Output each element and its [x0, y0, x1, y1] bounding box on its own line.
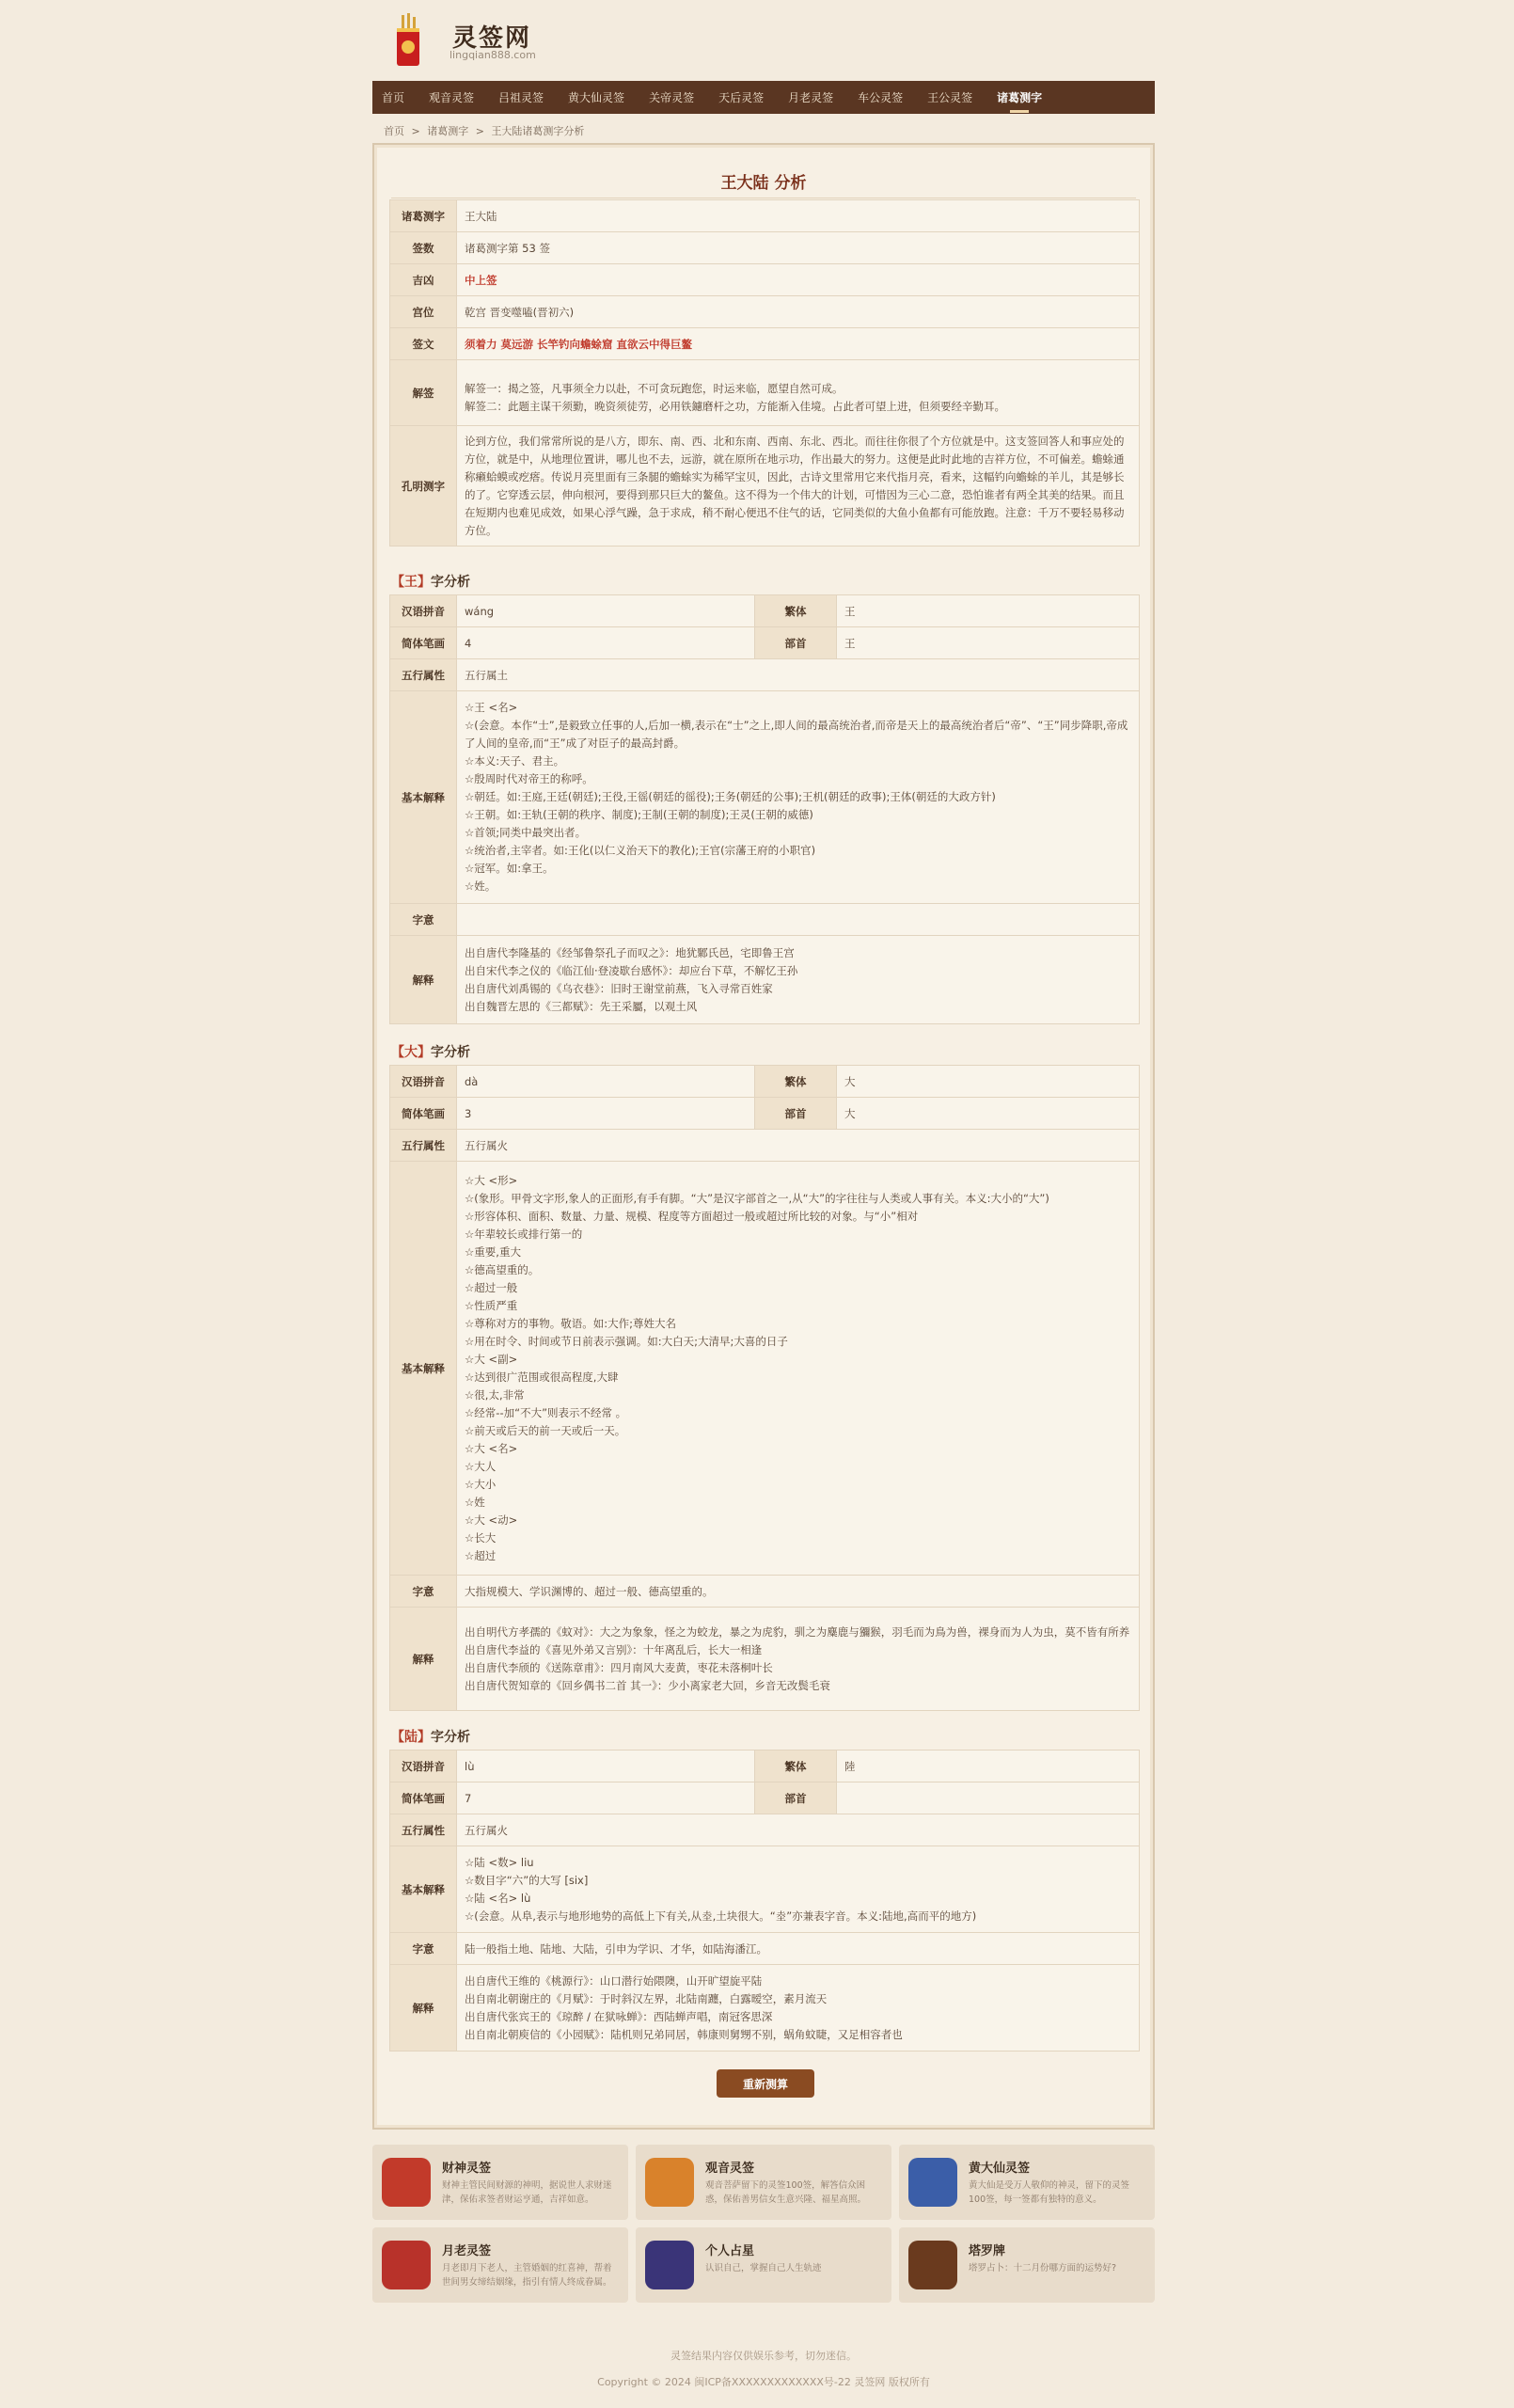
jiben-line: ☆性质严重 [465, 1298, 518, 1312]
row-label: 字意 [390, 904, 457, 936]
table-row [390, 1965, 1140, 2052]
breadcrumb-sep: > [411, 125, 420, 137]
bushou-value: 王 [837, 627, 1140, 659]
table-row [390, 264, 1140, 296]
section-heading [391, 1042, 470, 1061]
yuelao-icon [382, 2241, 431, 2289]
row-label: 部首 [755, 627, 837, 659]
ziyi-value: 大指规模大、学识渊博的、超过一般、德高望重的。 [457, 1576, 1140, 1608]
jiben-line: ☆(会意。本作“士”,是毅致立任事的人,后加一横,表示在“士”之上,即人间的最高统治者,而帝是天上的最高统治者后“帝”、“王”同步降职,帝成了人间的皇帝,而“王”成了对臣子的最高封爵。 [465, 719, 1128, 750]
jiben-line: ☆姓 [465, 1495, 485, 1509]
row-label: 解释 [390, 936, 457, 1024]
table-row [390, 1130, 1140, 1162]
jieshi-line: 出自魏晋左思的《三都赋》：先王采屬，以观土风 [465, 999, 698, 1013]
table-row [390, 1066, 1140, 1098]
table-row [390, 659, 1140, 691]
jiben-line: ☆德高望重的。 [465, 1262, 540, 1276]
card-title: 月老灵签 [442, 2244, 492, 2258]
section-char: 【王】 [391, 575, 431, 590]
analysis-panel [372, 143, 1155, 2130]
bushou-value: 大 [837, 1098, 1140, 1130]
jiben-line: ☆姓。 [465, 879, 497, 893]
jiben-line: ☆陆 <名> lù [465, 1891, 531, 1905]
table-row [390, 1814, 1140, 1846]
jiben-line: ☆大 <副> [465, 1352, 518, 1366]
breadcrumb-sep: > [475, 125, 484, 137]
row-label: 诸葛测字 [390, 200, 457, 232]
site-title[interactable]: 灵签网 [452, 24, 532, 53]
site-domain: lingqian888.com [449, 49, 536, 61]
jiben-line: ☆大 <动> [465, 1513, 518, 1527]
row-label: 签数 [390, 232, 457, 264]
nav-item-huangdaxian[interactable]: 黄大仙灵签 [568, 91, 625, 104]
row-value: 王大陆 [457, 200, 1140, 232]
row-label: 简体笔画 [390, 1098, 457, 1130]
table-row [390, 328, 1140, 360]
row-label: 部首 [755, 1782, 837, 1814]
row-value: 诸葛测字第 53 签 [457, 232, 1140, 264]
row-label: 繁体 [755, 1751, 837, 1782]
card-caishen[interactable] [372, 2145, 628, 2220]
card-desc: 塔罗占卜：十二月份哪方面的运势好? [969, 2263, 1117, 2273]
jiben-line: ☆用在时令、时间或节日前表示强调。如:大白天;大清早;大喜的日子 [465, 1334, 788, 1348]
astrology-icon [645, 2241, 694, 2289]
caishen-icon [382, 2158, 431, 2207]
pinyin-value: wáng [457, 595, 755, 627]
pinyin-value: lù [457, 1751, 755, 1782]
main-nav [372, 81, 1155, 114]
recommend-cards [372, 2145, 1155, 2303]
row-label: 汉语拼音 [390, 1066, 457, 1098]
row-label: 吉凶 [390, 264, 457, 296]
summary-table [389, 199, 1140, 547]
row-label: 字意 [390, 1576, 457, 1608]
card-title: 财神灵签 [442, 2162, 492, 2176]
huangdaxian-icon [908, 2158, 957, 2207]
jieshi-line: 出自明代方孝孺的《蚊对》：大之为象象，怪之为蛟龙，暴之为虎豹，驯之为麋鹿与獼猴，羽毛而为鳥为兽，裸身而为人为虫，莫不皆有所养 [465, 1624, 1130, 1639]
jiben-line: ☆朝廷。如:王庭,王廷(朝廷);王役,王徭(朝廷的徭役);王务(朝廷的公事);王机(朝廷的政事);王体(朝廷的大政方针) [465, 790, 996, 803]
jieshi-value [457, 1608, 1140, 1711]
row-label: 部首 [755, 1098, 837, 1130]
jiben-line: ☆尊称对方的事物。敬语。如:大作;尊姓大名 [465, 1316, 677, 1330]
row-label: 签文 [390, 328, 457, 360]
fanti-value: 王 [837, 595, 1140, 627]
breadcrumb-home[interactable]: 首页 [384, 125, 404, 137]
row-label: 宫位 [390, 296, 457, 328]
jiben-line: ☆本义:天子、君主。 [465, 754, 565, 768]
row-label: 五行属性 [390, 1130, 457, 1162]
section-char: 【陆】 [391, 1730, 431, 1745]
jiben-line: ☆(象形。甲骨文字形,象人的正面形,有手有脚。“大”是汉字部首之一,从“大”的字往往与人类或人事有关。本义:大小的“大”) [465, 1191, 1049, 1205]
row-label: 解释 [390, 1965, 457, 2052]
jiben-line: ☆冠军。如:拿王。 [465, 862, 554, 875]
page-wrapper [372, 0, 1155, 2388]
table-row [390, 1576, 1140, 1608]
jiben-value [457, 1846, 1140, 1933]
breadcrumb-zhuge[interactable]: 诸葛测字 [427, 125, 469, 137]
guanyin-icon [645, 2158, 694, 2207]
jiben-line: ☆超过 [465, 1548, 497, 1562]
section-suffix: 字分析 [431, 1045, 470, 1060]
bushou-value [837, 1782, 1140, 1814]
jiben-line: ☆经常--加“不大”则表示不经常 。 [465, 1405, 627, 1419]
jiben-line: ☆大 <形> [465, 1173, 518, 1187]
jiben-line: ☆大 <名> [465, 1441, 518, 1455]
jiben-line: ☆很,太,非常 [465, 1387, 525, 1402]
jiben-line: ☆王朝。如:王轨(王朝的秩序、制度);王制(王朝的制度);王灵(王朝的威德) [465, 808, 813, 821]
nav-item-yuelao[interactable]: 月老灵签 [788, 91, 834, 104]
jiben-line: ☆数目字“六”的大写 [six] [465, 1873, 589, 1887]
row-label: 繁体 [755, 1066, 837, 1098]
table-row [390, 595, 1140, 627]
card-desc: 月老即月下老人，主管婚姻的红喜神，帮着世间男女缔结姻缘，指引有情人终成眷属。 [442, 2263, 612, 2288]
table-row [390, 360, 1140, 426]
card-title: 塔罗牌 [969, 2244, 1006, 2258]
jiben-line: ☆大小 [465, 1477, 497, 1491]
jiben-line: ☆王 <名> [465, 701, 518, 714]
row-value: 乾宫 晋变噬嗑(晋初六) [457, 296, 1140, 328]
card-desc: 黄大仙是受万人敬仰的神灵，留下的灵签100签，每一签都有独特的意义。 [969, 2180, 1130, 2205]
table-row [390, 426, 1140, 547]
nav-item-tianhou[interactable]: 天后灵签 [718, 91, 765, 104]
card-desc: 观音菩萨留下的灵签100签，解答信众困惑，保佑善男信女生意兴隆、福星高照。 [705, 2180, 867, 2205]
row-label: 简体笔画 [390, 1782, 457, 1814]
jiben-line: ☆统治者,主宰者。如:王化(以仁义治天下的教化);王官(宗藩王府的小职官) [465, 844, 816, 857]
card-guanyin[interactable] [636, 2145, 891, 2220]
nav-item-zhuge[interactable]: 诸葛测字 [997, 91, 1043, 104]
tarot-icon [908, 2241, 957, 2289]
ziyi-value [457, 904, 1140, 936]
char-table [389, 1750, 1140, 2052]
fortune-value: 中上签 [457, 264, 1140, 296]
card-yuelao[interactable] [372, 2227, 628, 2303]
row-label: 基本解释 [390, 1846, 457, 1933]
site-header [372, 0, 1155, 81]
jieshi-line: 出自南北朝谢庄的《月赋》：于时斜汉左界，北陆南躔，白露暧空，素月流天 [465, 1991, 828, 2005]
row-label: 孔明测字 [390, 426, 457, 547]
table-row [390, 1751, 1140, 1782]
card-title: 观音灵签 [705, 2162, 755, 2176]
jieqian-line: 解签二：此题主谋干须勤，晚资须徒劳，必用铁鑢磨杆之功，方能渐入佳境。占此者可望上进，但须要经辛勤耳。 [465, 399, 1005, 413]
row-label: 解签 [390, 360, 457, 426]
table-row [390, 1608, 1140, 1711]
nav-item-home[interactable]: 首页 [382, 91, 405, 104]
jieshi-value [457, 936, 1140, 1024]
jiben-line: ☆年辈较长或排行第一的 [465, 1227, 583, 1241]
card-desc: 认识自己，掌握自己人生轨迹 [705, 2263, 822, 2273]
jiben-line: ☆(会意。从阜,表示与地形地势的高低上下有关,从坴,土块很大。“坴”亦兼表字音。本义:陆地,高而平的地方) [465, 1909, 977, 1923]
table-row [390, 936, 1140, 1024]
section-char: 【大】 [391, 1045, 431, 1060]
row-label: 汉语拼音 [390, 595, 457, 627]
jieqian-line: 解签一：揭之签，凡事须全力以赴，不可贪玩跑您，时运来临，愿望自然可成。 [465, 381, 844, 395]
jiben-line: ☆大人 [465, 1459, 497, 1473]
row-label: 字意 [390, 1933, 457, 1965]
nav-item-guanyin[interactable]: 观音灵签 [429, 91, 475, 104]
fanti-value: 陸 [837, 1751, 1140, 1782]
jieshi-line: 出自唐代张宾王的《琼醉 / 在狱咏蝉》：西陆蝉声唱，南冠客思深 [465, 2009, 773, 2023]
table-row [390, 1782, 1140, 1814]
jieshi-line: 出自南北朝庾信的《小园赋》：陆机则兄弟同居，韩康则舅甥不别，蜗角蚊睫，又足相容者也 [465, 2027, 903, 2041]
bihua-value: 7 [457, 1782, 755, 1814]
table-row [390, 1846, 1140, 1933]
bihua-value: 4 [457, 627, 755, 659]
table-row [390, 1933, 1140, 1965]
jieshi-line: 出自唐代刘禹锡的《乌衣巷》：旧时王谢堂前燕，飞入寻常百姓家 [465, 981, 773, 995]
pinyin-value: dà [457, 1066, 755, 1098]
nav-item-lvzu[interactable]: 吕祖灵签 [498, 91, 544, 104]
jiben-value [457, 691, 1140, 904]
section-suffix: 字分析 [431, 1730, 470, 1745]
jieshi-line: 出自唐代王维的《桃源行》：山口潜行始隈隩，山开旷望旋平陆 [465, 1973, 763, 1988]
row-label: 五行属性 [390, 1814, 457, 1846]
logo-icon[interactable] [393, 13, 423, 68]
row-label: 解释 [390, 1608, 457, 1711]
table-row [390, 1098, 1140, 1130]
fanti-value: 大 [837, 1066, 1140, 1098]
row-label: 繁体 [755, 595, 837, 627]
kongming-value: 论到方位，我们常常所说的是八方，即东、南、西、北和东南、西南、东北、西北。而往往你很了个方位就是中。这支签回答人和事应处的方位，就是中，从地理位置讲，哪儿也不去，远游，就在原所在地示功，作出最大的努力。这便是此时此地的吉祥方位，不可偏差。蟾蜍通称癞蛤蟆或疙瘩。传说月亮里面有三条腿的蟾蜍实为稀罕宝贝，因此，古诗文里常用它来代指月亮，看来，这幅钓向蟾蜍的羊儿，其是够长的了。它穿透云层，伸向根河，要得到那只巨大的鳌鱼。这不得为一个伟大的计划，可惜因为三心二意，恐怕谁者有两全其美的结果。而且在短期内也难见成效，如果心浮气躁，急于求成，稍不耐心便迅不住气的话，它同类似的大鱼小鱼都有可能放跑。注意：千万不要轻易移动方位。 [457, 426, 1140, 547]
jieqian-value [457, 360, 1140, 426]
row-label: 基本解释 [390, 691, 457, 904]
jieshi-line: 出自唐代李隆基的《经邹鲁祭孔子而叹之》：地犹鄹氏邑，宅即鲁王宫 [465, 945, 795, 959]
table-row [390, 627, 1140, 659]
card-title: 个人占星 [705, 2244, 755, 2258]
breadcrumb [384, 123, 588, 138]
table-row [390, 200, 1140, 232]
card-huangdaxian[interactable] [899, 2145, 1155, 2220]
table-row [390, 904, 1140, 936]
row-label: 汉语拼音 [390, 1751, 457, 1782]
wuxing-value: 五行属火 [457, 1814, 1140, 1846]
footer-copyright: Copyright © 2024 闽ICP备XXXXXXXXXXXXX号-22 灵签网 版权所有 [597, 2376, 930, 2388]
table-row [390, 296, 1140, 328]
wuxing-value: 五行属火 [457, 1130, 1140, 1162]
page-title: 王大陆 分析 [720, 174, 807, 193]
table-row [390, 232, 1140, 264]
jieshi-value [457, 1965, 1140, 2052]
nav-item-guandi[interactable]: 关帝灵签 [649, 91, 695, 104]
row-label: 五行属性 [390, 659, 457, 691]
bihua-value: 3 [457, 1098, 755, 1130]
card-tarot[interactable] [899, 2227, 1155, 2303]
char-table [389, 594, 1140, 1024]
card-title: 黄大仙灵签 [969, 2162, 1031, 2176]
char-table [389, 1065, 1140, 1711]
nav-item-wanggong[interactable]: 王公灵签 [927, 91, 973, 104]
table-row [390, 691, 1140, 904]
section-suffix: 字分析 [431, 575, 470, 590]
jiben-line: ☆陆 <数> liu [465, 1855, 534, 1869]
jiben-line: ☆长大 [465, 1530, 497, 1545]
jiben-line: ☆超过一般 [465, 1280, 518, 1294]
nav-item-chegong[interactable]: 车公灵签 [858, 91, 904, 104]
jiben-line: ☆形容体积、面积、数量、力量、规模、程度等方面超过一般或超过所比较的对象。与“小”相对 [465, 1209, 919, 1223]
jiben-line: ☆达到很广范围或很高程度,大肆 [465, 1370, 619, 1384]
table-row [390, 1162, 1140, 1576]
jiben-line: ☆重要,重大 [465, 1244, 521, 1259]
row-label: 简体笔画 [390, 627, 457, 659]
row-label: 基本解释 [390, 1162, 457, 1576]
qianwen-value: 须着力 莫远游 长竿钓向蟾蜍窟 直欲云中得巨鳌 [457, 328, 1140, 360]
section-heading [391, 1727, 470, 1746]
jiben-line: ☆首领;同类中最突出者。 [465, 826, 587, 839]
jiben-value [457, 1162, 1140, 1576]
jieshi-line: 出自唐代李益的《喜见外弟又言别》：十年离乱后，长大一相逢 [465, 1642, 763, 1656]
jieshi-line: 出自宋代李之仪的《临江仙·登凌歇台感怀》：却应台下草，不解忆王孙 [465, 963, 798, 977]
section-heading [391, 572, 470, 591]
jiben-line: ☆前天或后天的前一天或后一天。 [465, 1423, 626, 1437]
card-desc: 财神主管民间财源的神明，据说世人求财迷津，保佑求签者财运亨通，吉祥如意。 [442, 2180, 612, 2205]
ziyi-value: 陆一般指土地、陆地、大陆，引申为学识、才华，如陆海潘江。 [457, 1933, 1140, 1965]
jieshi-line: 出自唐代李颀的《送陈章甫》：四月南风大麦黄，枣花未落桐叶长 [465, 1660, 773, 1674]
jieshi-line: 出自唐代贺知章的《回乡偶书二首 其一》：少小离家老大回，乡音无改鬓毛衰 [465, 1678, 830, 1692]
wuxing-value: 五行属土 [457, 659, 1140, 691]
card-astrology[interactable] [636, 2227, 891, 2303]
jiben-line: ☆殷周时代对帝王的称呼。 [465, 772, 593, 785]
breadcrumb-current: 王大陆诸葛测字分析 [491, 125, 585, 137]
retry-button[interactable]: 重新测算 [717, 2069, 814, 2098]
footer-disclaimer: 灵签结果内容仅供娱乐参考，切勿迷信。 [670, 2350, 857, 2362]
